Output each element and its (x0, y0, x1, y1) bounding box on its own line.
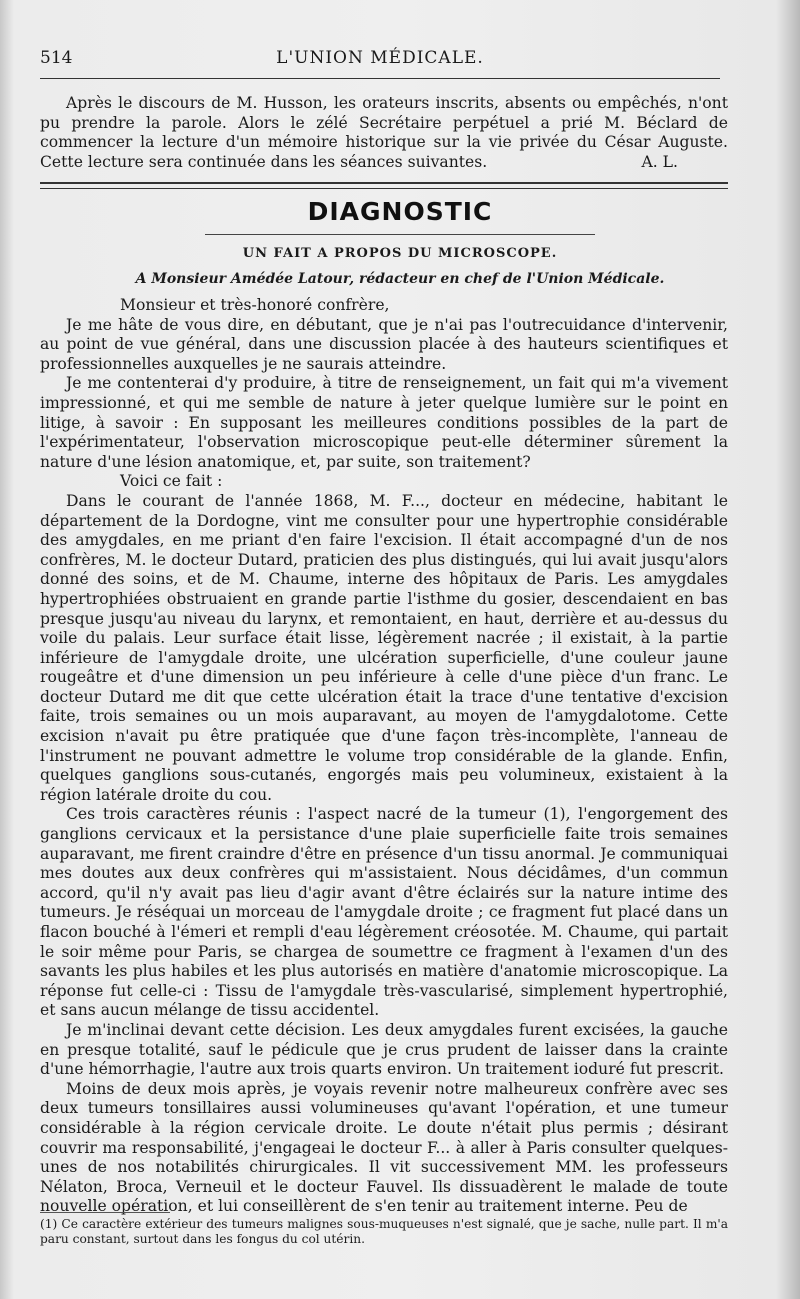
case-paragraph: Moins de deux mois après, je voyais revenir notre malheureux confrère avec ses deux tumeurs tonsillaires aussi volumineuses qu'avant l'opération, et une tumeur considérable à la région cervicale droite. Le doute n'était plus permis ; désirant couvrir ma responsabilité, j'engageai le docteur F... à aller à Paris consulter quelques-unes de nos notabilités chirurgicales. Il vit successivement MM. les professeurs Nélaton, Broca, Verneuil et le docteur Fauvel. Ils dissuadèrent le malade de toute nouvelle opération, et lui conseillèrent de s'en tenir au traitement interne. Peu de (40, 1079, 728, 1216)
running-title: L'UNION MÉDICALE. (276, 48, 484, 68)
article-paragraph: Je me hâte de vous dire, en débutant, que je n'ai pas l'outrecuidance d'intervenir, au point de vue général, dans une discussion placée à des hauteurs scientifiques et professionnelles auxquelles je ne saurais atteindre. (40, 315, 728, 373)
intro-paragraph-text: Après le discours de M. Husson, les orateurs inscrits, absents ou empêchés, n'ont pu prendre la parole. Alors le zélé Secrétaire perpétuel a prié M. Béclard de commencer la lecture d'un mémoire historique sur la vie privée du César Auguste. Cette lecture sera continuée dans les séances suivantes. (40, 94, 728, 171)
case-paragraph: Ces trois caractères réunis : l'aspect nacré de la tumeur (1), l'engorgement des ganglions cervicaux et la persistance d'une plaie superficielle faite trois semaines auparavant, me firent craindre d'être en présence d'un tissu anormal. Je communiquai mes doutes aux deux confrères qui m'assistaient. Nous décidâmes, d'un commun accord, qu'il n'y avait pas lieu d'agir avant d'être éclairés sur la nature intime des tumeurs. Je réséquai un morceau de l'amygdale droite ; ce fragment fut placé dans un flacon bouché à l'émeri et rempli d'eau légèrement créosotée. M. Chaume, qui partait le soir même pour Paris, se chargea de soumettre ce fragment à l'examen d'un des savants les plus habiles et les plus autorisés en matière d'anatomie microscopique. La réponse fut celle-ci : Tissu de l'amygdale très-vascularisé, simplement hypertrophié, et sans aucun mélange de tissu accidentel. (40, 805, 728, 1020)
page-number: 514 (40, 48, 73, 68)
intro-paragraph (40, 94, 728, 172)
intro-text (40, 94, 728, 172)
footnote: (1) Ce caractère extérieur des tumeurs malignes sous-muqueuses n'est signalé, que je sache, nulle part. Il m'a paru constant, surtout dans les fongus du col utérin. (40, 1217, 728, 1246)
salutation: Monsieur et très-honoré confrère, (120, 296, 390, 314)
case-paragraph: Dans le courant de l'année 1868, M. F..., docteur en médecine, habitant le département de la Dordogne, vint me consulter pour une hypertrophie considérable des amygdales, en me priant d'en faire l'excision. Il était accompagné d'un de nos confrères, M. le docteur Dutard, praticien des plus distingués, qui lui avait jusqu'alors donné des soins, et de M. Chaume, interne des hôpitaux de Paris. Les amygdales hypertrophiées obstruaient en grande partie l'isthme du gosier, descendaient en bas presque jusqu'au niveau du larynx, et remontaient, en haut, derrière et au-dessus du voile du palais. Leur surface était lisse, légèrement nacrée ; il existait, à la partie inférieure de l'amygdale droite, une ulcération superficielle, d'une couleur jaune rougeâtre et d'une dimension un peu inférieure à celle d'une pièce d'un franc. Le docteur Dutard me dit que cette ulcération était la trace d'une tentative d'excision faite, trois semaines ou un mois auparavant, au moyen de l'amygdalotome. Cette excision n'avait pu être pratiquée que d'une façon très-incomplète, l'anneau de l'instrument ne pouvant admettre le volume trop considérable de la glande. Enfin, quelques ganglions sous-cutanés, engorgés mais peu volumineux, existaient à la région latérale droite du cou. (40, 491, 728, 804)
case-paragraph: Je m'inclinai devant cette décision. Les deux amygdales furent excisées, la gauche en presque totalité, sauf le pédicule que je crus prudent de laisser dans la crainte d'une hémorrhagie, l'autre aux trois quarts environ. Un traitement ioduré fut prescrit. (40, 1020, 728, 1079)
section-subheading: UN FAIT A PROPOS DU MICROSCOPE. (242, 246, 558, 261)
article-body (40, 296, 728, 1217)
case-intro: Voici ce fait : (120, 472, 223, 491)
page-header (40, 48, 720, 76)
title-rule (205, 234, 595, 235)
intro-signature: A. L. (641, 152, 678, 171)
section-divider (40, 182, 728, 189)
footnote-rule (40, 1212, 170, 1213)
header-rule (40, 78, 720, 79)
section-title: DIAGNOSTIC (307, 197, 493, 226)
article-paragraph: Je me contenterai d'y produire, à titre de renseignement, un fait qui m'a vivement impressionné, et qui me semble de nature à jeter quelque lumière sur le point en litige, à savoir : En supposant les meilleures conditions possibles de la part de l'expérimentateur, l'observation microscopique peut-elle déterminer sûrement la nature d'une lésion anatomique, et, par suite, son traitement? (40, 374, 728, 471)
dedication-line: A Monsieur Amédée Latour, rédacteur en chef de l'Union Médicale. (135, 271, 665, 287)
